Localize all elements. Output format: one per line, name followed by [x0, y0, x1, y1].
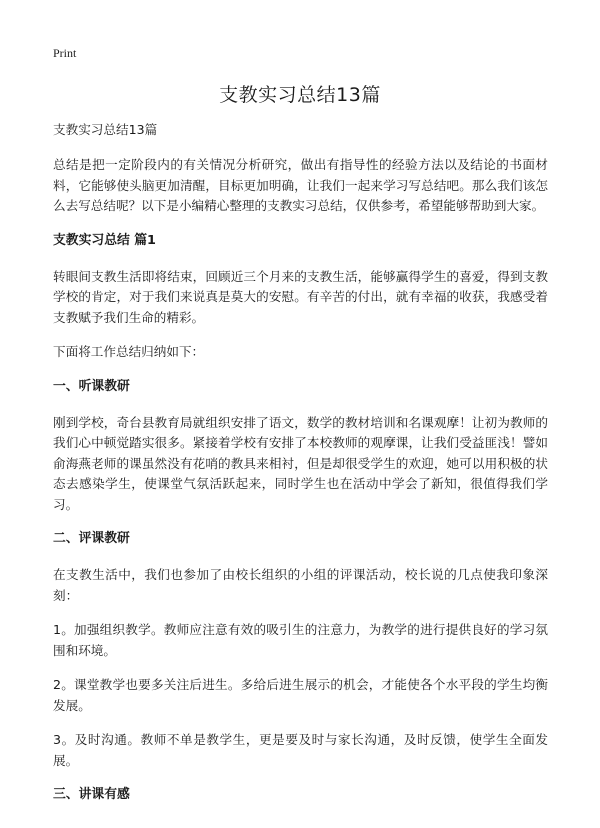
section-heading-evaluation: 二、评课教研 [53, 531, 130, 546]
document-body [53, 120, 548, 821]
document-subtitle: 支教实习总结13篇 [53, 122, 158, 137]
article-paragraph: 转眼间支教生活即将结束，回顾近三个月来的支教生活，能够赢得学生的喜爱，得到支教学校的肯定，对于我们来说真是莫大的安慰。有辛苦的付出，就有幸福的收获，我感受着支教赋予我们生命的精彩。 [53, 268, 548, 325]
article-heading: 支教实习总结 篇1 [53, 232, 156, 248]
section-paragraph-evaluation: 在支教生活中，我们也参加了由校长组织的小组的评课活动，校长说的几点使我印象深刻： [53, 567, 548, 603]
list-item: 1。加强组织教学。教师应注意有效的吸引生的注意力，为教学的进行提供良好的学习氛围和环境。 [53, 622, 548, 658]
section-heading-teaching: 三、讲课有感 [53, 787, 130, 802]
print-label[interactable]: Print [53, 46, 77, 60]
section-heading-listening: 一、听课教研 [53, 378, 130, 394]
section-paragraph-listening: 刚到学校，奇台县教育局就组织安排了语文，数学的教材培训和名课观摩！让初为教师的我们心中顿觉踏实很多。紧接着学校有安排了本校教师的观摩课，让我们受益匪浅！譬如俞海燕老师的课虽然没有花哨的教具来相衬，但是却很受学生的欢迎，她可以用积极的状态去感染学生，使课堂气氛活跃起来，同时学生也在活动中学会了新知，很值得我们学习。 [53, 414, 548, 512]
list-item: 2。课堂教学也要多关注后进生。多给后进生展示的机会，才能使各个水平段的学生均衡发展。 [53, 677, 548, 713]
summary-intro-paragraph: 下面将工作总结归纳如下： [53, 344, 205, 359]
intro-paragraph: 总结是把一定阶段内的有关情况分析研究，做出有指导性的经验方法以及结论的书面材料，它能够使头脑更加清醒，目标更加明确，让我们一起来学习写总结吧。那么我们该怎么去写总结呢？以下是小编精心整理的支教实习总结，仅供参考，希望能够帮助到大家。 [53, 157, 548, 213]
list-item: 3。及时沟通。教师不单是教学生，更是要及时与家长沟通，及时反馈，使学生全面发展。 [53, 732, 548, 768]
page-title: 支教实习总结13篇 [219, 84, 381, 106]
